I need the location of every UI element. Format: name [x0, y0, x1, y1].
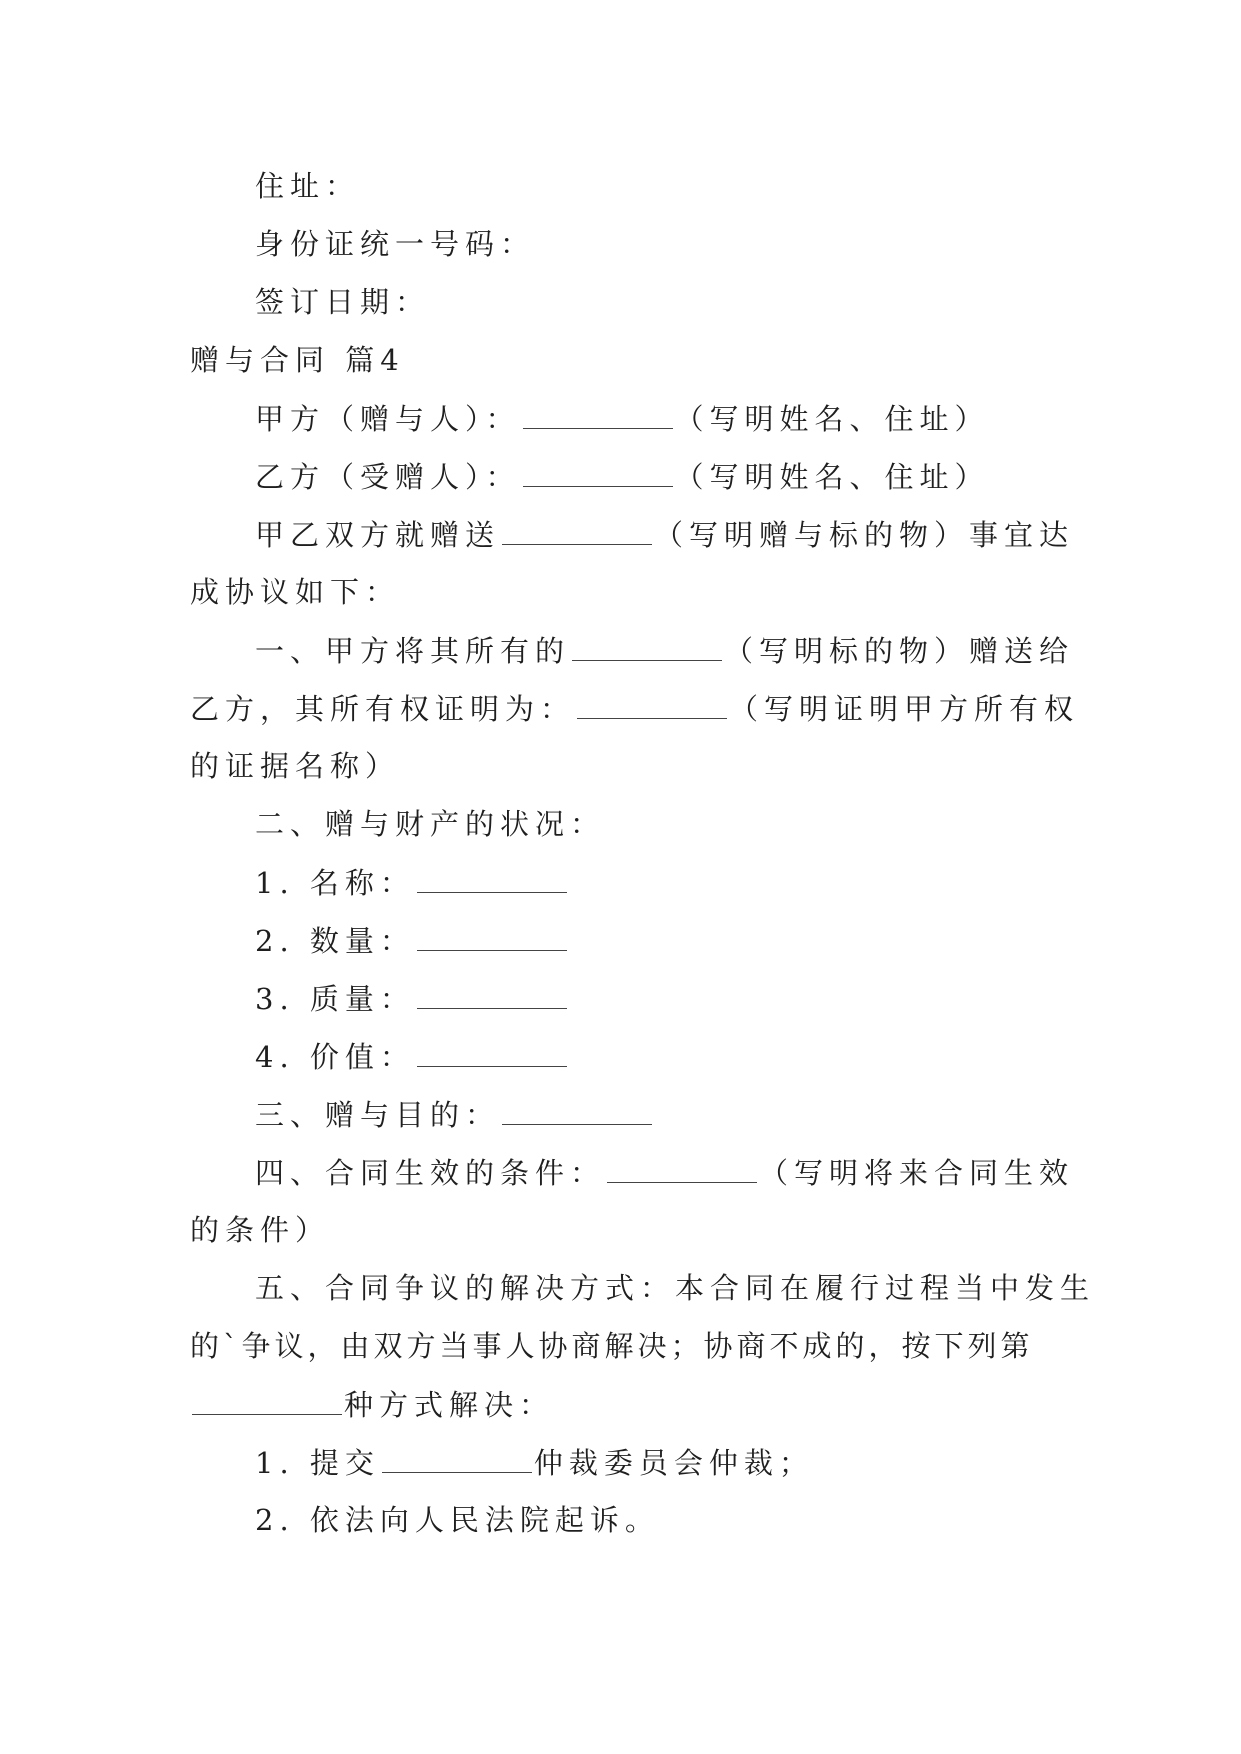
gift-purpose-blank: [502, 1094, 652, 1125]
clause-2-text: 二、赠与财产的状况：: [255, 807, 606, 841]
agreement-intro-note: （写明赠与标的物）事宜达: [654, 518, 1075, 552]
clause-1-cont: [190, 688, 1079, 729]
party-a-line: [255, 398, 990, 439]
item-name-blank: [417, 862, 567, 893]
clause-3-line: [255, 1094, 654, 1135]
clause-4-line: [255, 1152, 1074, 1193]
gift-object-blank: [502, 514, 652, 545]
option-1-text: 1. 提交: [255, 1446, 380, 1480]
resolution-method-blank: [192, 1384, 342, 1415]
effect-condition-blank: [607, 1152, 757, 1183]
id-number-line: [255, 224, 535, 264]
agreement-intro-line: [255, 514, 1074, 555]
party-a-label: 甲方（赠与人）：: [255, 402, 521, 436]
clause-1-cont-note: （写明证明甲方所有权: [729, 692, 1080, 726]
item-name-label: 1. 名称：: [255, 866, 415, 900]
clause-1-note: （写明标的物）赠送给: [724, 634, 1075, 668]
option-2-line: [255, 1500, 660, 1540]
agreement-intro-cont-text: 成协议如下：: [190, 575, 401, 609]
item-quality-label: 3. 质量：: [255, 982, 415, 1016]
agreement-intro-text: 甲乙双方就赠送: [255, 518, 501, 552]
option-2-text: 2. 依法向人民法院起诉。: [255, 1503, 660, 1537]
party-b-blank: [523, 456, 673, 487]
clause-4-text: 四、合同生效的条件：: [255, 1156, 606, 1190]
clause-2-heading: [255, 804, 605, 844]
ownership-proof-blank: [577, 688, 727, 719]
clause-5-line: [255, 1268, 1095, 1308]
address-line: [255, 166, 360, 206]
item-quantity-line: [255, 920, 569, 961]
address-label: 住址：: [255, 169, 361, 203]
agreement-intro-cont: [190, 572, 400, 612]
item-quantity-label: 2. 数量：: [255, 924, 415, 958]
option-1-note: 仲裁委员会仲裁；: [533, 1446, 814, 1480]
clause-1-end-text: 的证据名称）: [190, 749, 401, 783]
party-a-blank: [523, 398, 673, 429]
sign-date-label: 签订日期：: [255, 285, 431, 319]
clause-1-blank: [572, 630, 722, 661]
item-quality-line: [255, 978, 569, 1019]
clause-4-note: （写明将来合同生效: [759, 1156, 1075, 1190]
section-heading: [190, 340, 405, 380]
party-a-note: （写明姓名、住址）: [674, 402, 990, 436]
option-1-line: [255, 1442, 814, 1483]
clause-5-end: [190, 1384, 554, 1425]
item-value-line: [255, 1036, 569, 1077]
item-value-label: 4. 价值：: [255, 1040, 415, 1074]
clause-5-cont: [190, 1326, 1034, 1366]
clause-5-end-text: 种方式解决：: [344, 1388, 555, 1422]
item-value-blank: [417, 1036, 567, 1067]
clause-1-end: [190, 746, 400, 786]
section-title: 赠与合同 篇4: [190, 343, 405, 377]
party-b-note: （写明姓名、住址）: [674, 460, 990, 494]
party-b-label: 乙方（受赠人）：: [255, 460, 521, 494]
clause-5-text: 五、合同争议的解决方式：本合同在履行过程当中发生: [255, 1271, 1096, 1305]
item-quantity-blank: [417, 920, 567, 951]
clause-1-cont-text: 乙方，其所有权证明为：: [190, 692, 576, 726]
clause-1-line: [255, 630, 1074, 671]
id-number-label: 身份证统一号码：: [255, 227, 536, 261]
clause-4-cont: [190, 1210, 330, 1250]
sign-date-line: [255, 282, 430, 322]
item-quality-blank: [417, 978, 567, 1009]
clause-1-text: 一、甲方将其所有的: [255, 634, 571, 668]
party-b-line: [255, 456, 990, 497]
clause-4-cont-text: 的条件）: [190, 1213, 331, 1247]
clause-3-text: 三、赠与目的：: [255, 1098, 501, 1132]
item-name-line: [255, 862, 569, 903]
arbitration-commission-blank: [382, 1442, 532, 1473]
clause-5-cont-text: 的`争议，由双方当事人协商解决；协商不成的，按下列第: [190, 1329, 1034, 1363]
